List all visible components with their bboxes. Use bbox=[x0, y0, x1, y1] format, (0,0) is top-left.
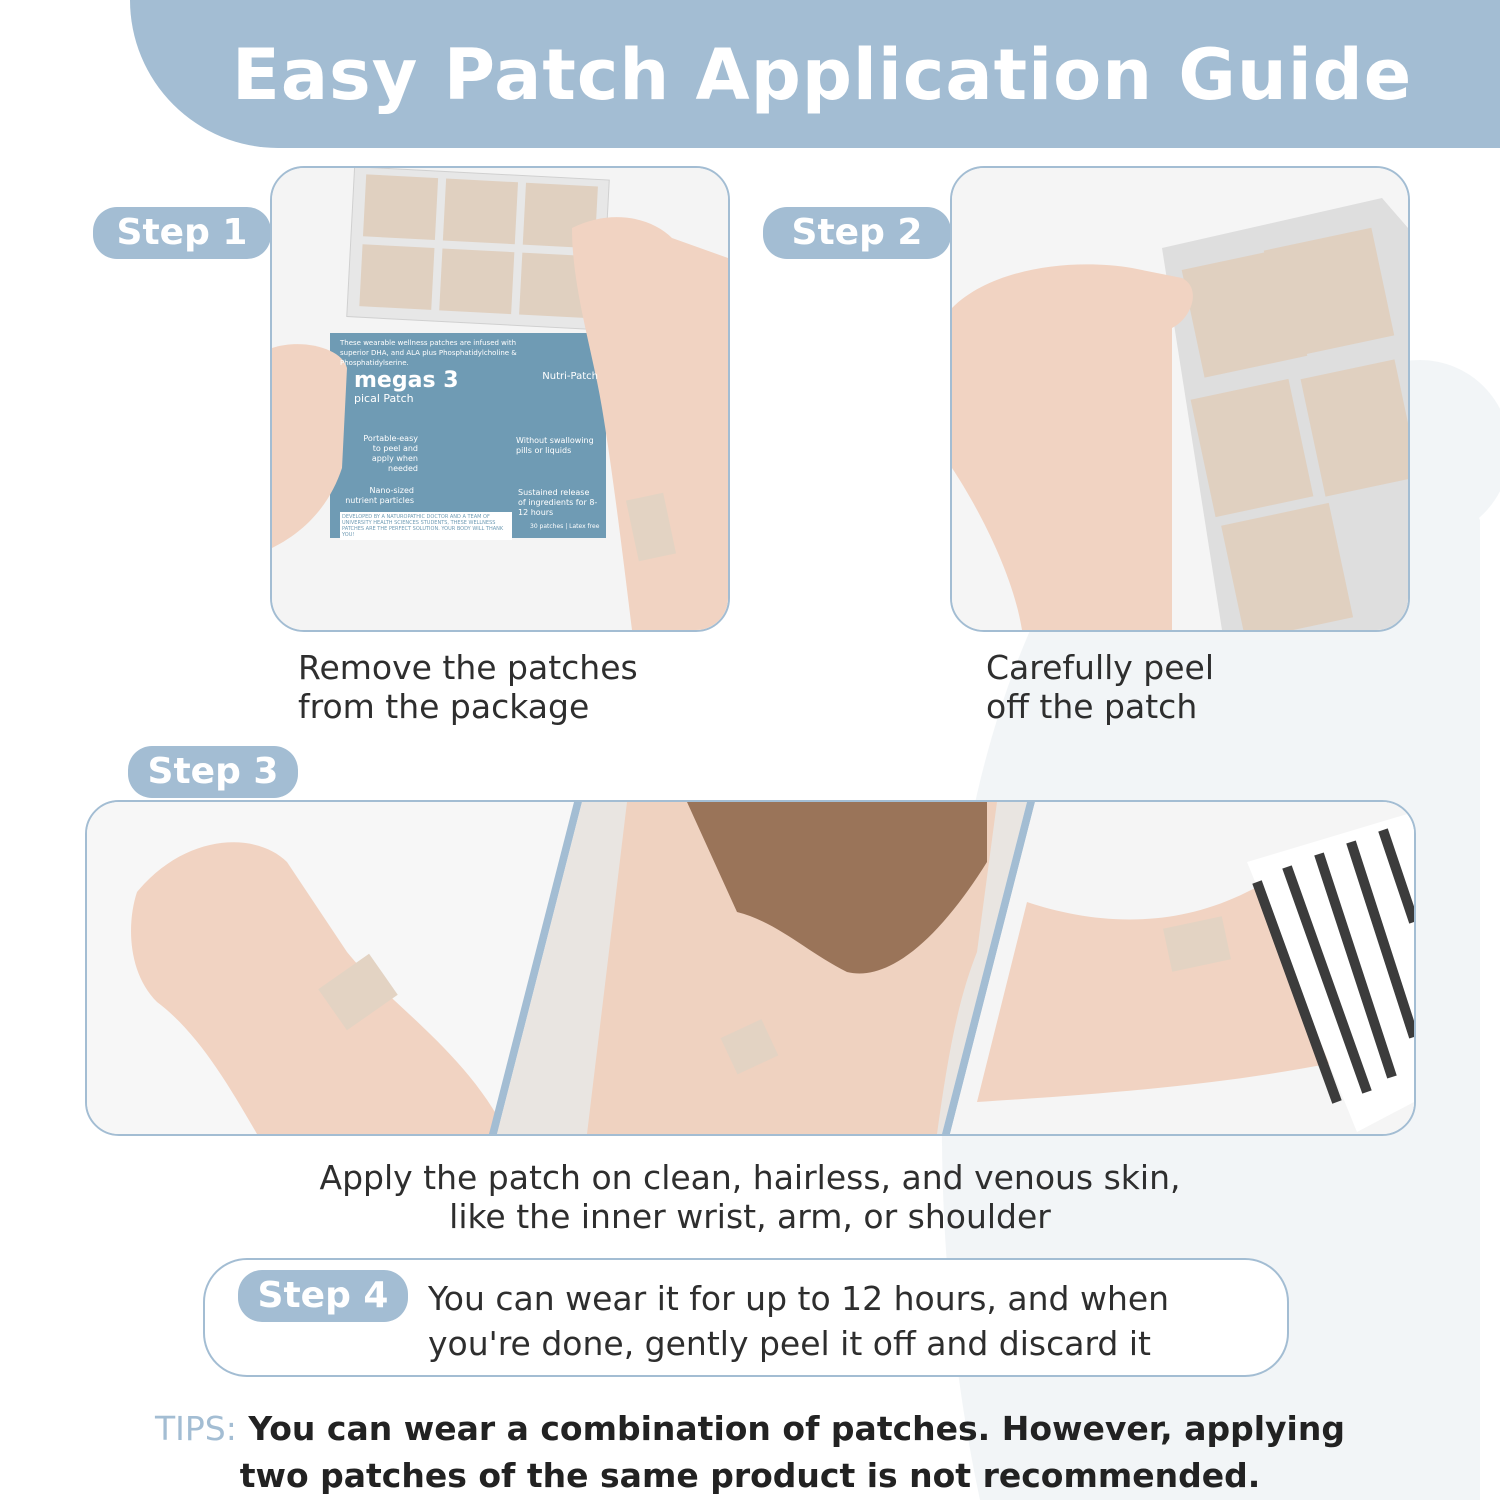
step-4-caption bbox=[428, 1276, 1169, 1366]
step-3-caption bbox=[0, 1158, 1500, 1236]
step-3-caption-line-2: like the inner wrist, arm, or shoulder bbox=[449, 1197, 1051, 1236]
package-callout-release: Sustained release of ingredients for 8-12 hours bbox=[518, 488, 598, 517]
step-1-photo bbox=[270, 166, 730, 632]
package-footer-note: DEVELOPED BY A NATUROPATHIC DOCTOR AND A TEAM OF UNIVERSITY HEALTH SCIENCES STUDENTS, THESE WELLNESS PATCHES ARE THE PERFECT SOLUTION. YOUR BODY WILL THANK YOU! bbox=[340, 512, 512, 540]
step-3-photo-strip bbox=[85, 800, 1416, 1136]
step-3-illustration bbox=[87, 802, 1414, 1134]
tips-line-1 bbox=[0, 1405, 1500, 1452]
package-callout-portable: Portable-easy to peel and apply when needed bbox=[363, 434, 418, 473]
tips-text-1: You can wear a combination of patches. However, applying bbox=[248, 1409, 1345, 1448]
tips-label: TIPS: bbox=[155, 1409, 237, 1448]
step-4-caption-line-2: you're done, gently peel it off and discard it bbox=[428, 1324, 1151, 1363]
step-2-illustration bbox=[952, 168, 1408, 630]
step-3-badge: Step 3 bbox=[128, 746, 298, 798]
package-label bbox=[334, 336, 602, 536]
step-2-badge: Step 2 bbox=[763, 207, 951, 259]
step-2-caption bbox=[986, 648, 1214, 726]
step-2-caption-line-2: off the patch bbox=[986, 687, 1198, 726]
step-1-caption bbox=[298, 648, 638, 726]
page-title: Easy Patch Application Guide bbox=[232, 34, 1413, 116]
package-product: megas 3 bbox=[354, 368, 459, 393]
step-4-badge: Step 4 bbox=[238, 1270, 408, 1322]
tips-text-2: two patches of the same product is not recommended. bbox=[239, 1456, 1261, 1495]
step-3-caption-line-1: Apply the patch on clean, hairless, and venous skin, bbox=[319, 1158, 1181, 1197]
package-count: 30 patches | Latex free bbox=[530, 523, 600, 530]
step-4-caption-line-1: You can wear it for up to 12 hours, and when bbox=[428, 1279, 1170, 1318]
tips-section bbox=[0, 1405, 1500, 1499]
step-1-caption-line-1: Remove the patches bbox=[298, 648, 638, 687]
step-1-badge: Step 1 bbox=[93, 207, 271, 259]
step-2-photo bbox=[950, 166, 1410, 632]
package-intro: These wearable wellness patches are infused with superior DHA, and ALA plus Phosphatidylcholine & Phosphatidylserine. bbox=[340, 339, 517, 367]
package-subtitle: pical Patch bbox=[354, 392, 414, 405]
package-callout-nano: Nano-sized nutrient particles bbox=[345, 486, 414, 505]
package-callout-swallow: Without swallowing pills or liquids bbox=[516, 436, 594, 455]
step-1-caption-line-2: from the package bbox=[298, 687, 590, 726]
package-brand: Nutri-Patch bbox=[542, 371, 598, 382]
step-2-caption-line-1: Carefully peel bbox=[986, 648, 1215, 687]
